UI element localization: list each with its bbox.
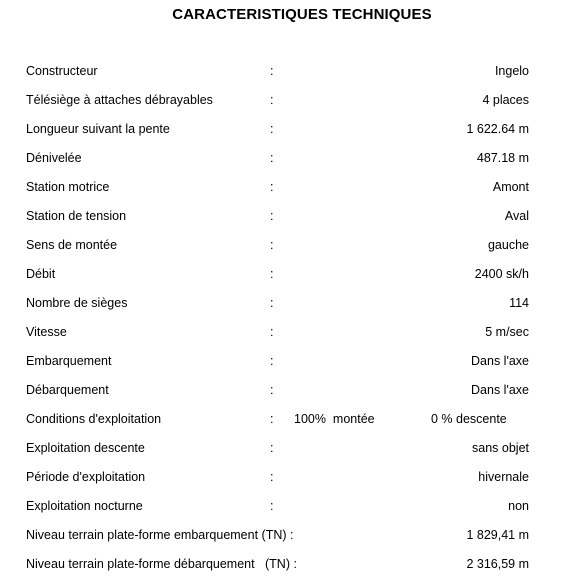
spec-value: Aval <box>504 209 529 223</box>
spec-label: Longueur suivant la pente <box>26 122 170 136</box>
spec-label: Nombre de sièges <box>26 296 128 310</box>
spec-value: Dans l'axe <box>471 383 529 397</box>
spec-value: 2400 sk/h <box>474 267 529 281</box>
spec-row-station-tension <box>0 207 582 236</box>
spec-label: Débarquement <box>26 383 109 397</box>
spec-row-debarquement <box>0 381 582 410</box>
spec-value: non <box>508 499 529 513</box>
spec-value: Dans l'axe <box>471 354 529 368</box>
spec-separator: : <box>270 412 274 426</box>
spec-value: Ingelo <box>494 64 529 78</box>
spec-label: Embarquement <box>26 354 112 368</box>
spec-row-periode-exploitation <box>0 468 582 497</box>
spec-label: Constructeur <box>26 64 98 78</box>
spec-separator: : <box>270 354 274 368</box>
spec-label: Télésiège à attaches débrayables <box>26 93 213 107</box>
spec-row-vitesse <box>0 323 582 352</box>
spec-label: Niveau terrain plate-forme embarquement (TN) : <box>26 528 294 542</box>
spec-value: 2 316,59 m <box>466 557 529 571</box>
spec-row-embarquement <box>0 352 582 381</box>
spec-separator: : <box>270 296 274 310</box>
spec-row-station-motrice <box>0 178 582 207</box>
spec-row-sens-montee <box>0 236 582 265</box>
spec-value: 114 <box>509 296 529 310</box>
spec-value: 1 622.64 m <box>466 122 529 136</box>
spec-value: 487.18 m <box>476 151 529 165</box>
spec-row-exploitation-descente <box>0 439 582 468</box>
spec-separator: : <box>270 209 274 223</box>
spec-value: 4 places <box>482 93 529 107</box>
spec-label: Période d'exploitation <box>26 470 146 484</box>
spec-separator: : <box>270 64 274 78</box>
spec-separator: : <box>270 122 274 136</box>
spec-value-montee: 100% montée <box>294 412 375 426</box>
spec-value: hivernale <box>478 470 529 484</box>
spec-value: 1 829,41 m <box>466 528 529 542</box>
spec-label: Station de tension <box>26 209 127 223</box>
spec-value: sans objet <box>472 441 529 455</box>
spec-separator: : <box>270 383 274 397</box>
document-title: CARACTERISTIQUES TECHNIQUES <box>172 6 432 23</box>
spec-separator: : <box>270 470 274 484</box>
spec-row-exploitation-nocturne <box>0 497 582 526</box>
spec-separator: : <box>270 267 274 281</box>
spec-label: Conditions d'exploitation <box>26 412 162 426</box>
spec-separator: : <box>270 499 274 513</box>
spec-separator: : <box>270 441 274 455</box>
spec-label: Débit <box>26 267 56 281</box>
spec-label: Exploitation descente <box>26 441 145 455</box>
spec-label: Exploitation nocturne <box>26 499 143 513</box>
spec-label: Niveau terrain plate-forme débarquement (TN) : <box>26 557 297 571</box>
spec-value: 5 m/sec <box>485 325 529 339</box>
spec-value: Amont <box>492 180 529 194</box>
spec-row-telesiege <box>0 91 582 120</box>
spec-row-longueur <box>0 120 582 149</box>
spec-separator: : <box>270 151 274 165</box>
spec-separator: : <box>270 93 274 107</box>
spec-separator: : <box>270 238 274 252</box>
spec-separator: : <box>270 325 274 339</box>
spec-row-nombre-sieges <box>0 294 582 323</box>
spec-list <box>0 62 582 584</box>
spec-value-descente: 0 % descente <box>431 412 507 426</box>
spec-row-denivelee <box>0 149 582 178</box>
spec-separator: : <box>270 180 274 194</box>
spec-label: Dénivelée <box>26 151 82 165</box>
spec-row-debit <box>0 265 582 294</box>
spec-row-niveau-embarquement <box>0 526 582 555</box>
spec-row-constructeur <box>0 62 582 91</box>
spec-label: Vitesse <box>26 325 67 339</box>
spec-label: Station motrice <box>26 180 110 194</box>
spec-row-niveau-debarquement <box>0 555 582 584</box>
spec-label: Sens de montée <box>26 238 118 252</box>
spec-row-conditions-exploitation <box>0 410 582 439</box>
spec-value: gauche <box>487 238 529 252</box>
